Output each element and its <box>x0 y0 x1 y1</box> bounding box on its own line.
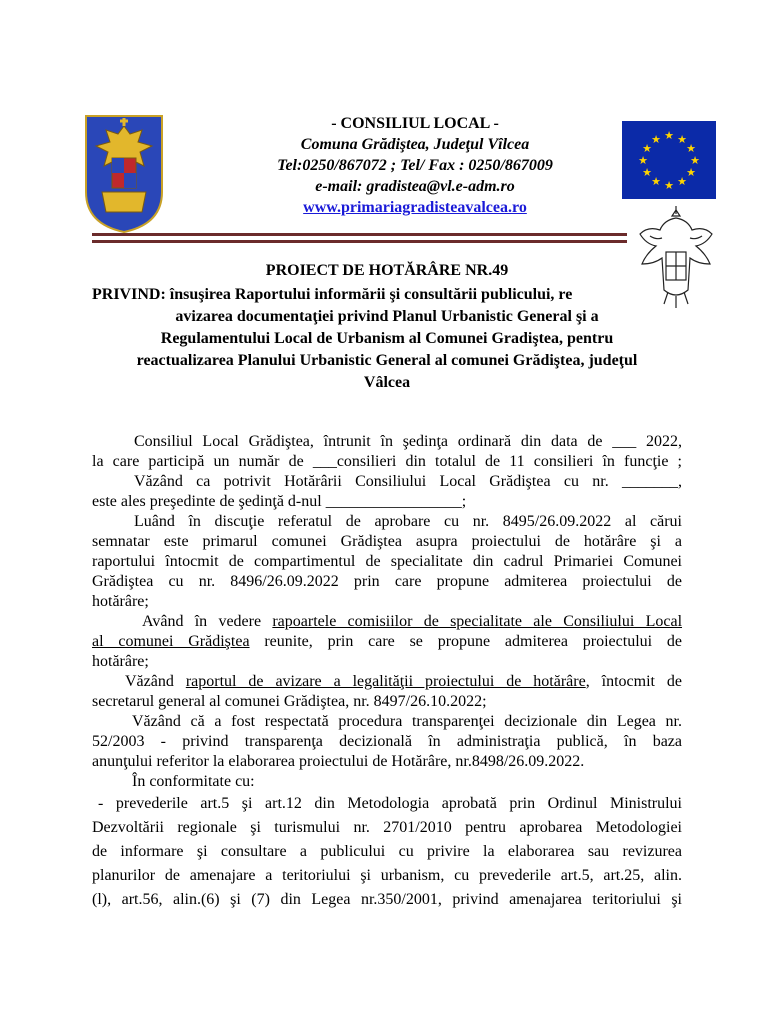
header-rule-bottom <box>92 240 627 243</box>
paragraph-president <box>92 472 682 512</box>
subject-line: reactualizarea Planului Urbanistic General al comunei Grădiştea, judeţul <box>136 352 638 369</box>
body-line: Văzând ca potrivit Hotărârii Consiliului Local Grădiştea cu nr. _______, <box>134 473 682 490</box>
paragraph-transparency <box>92 712 682 772</box>
body-line: 52/2003 - privind transparenţa decizională în administraţia publică, în baza <box>92 733 682 750</box>
subject-line: Regulamentului Local de Urbanism al Comunei Gradiştea, pentru <box>160 330 614 347</box>
contact-phone: Tel:0250/867072 ; Tel/ Fax : 0250/867009 <box>277 157 553 174</box>
body-line <box>92 632 682 652</box>
body-line: planurilor de amenajare a teritoriului şi urbanism, cu prevederile art.5, art.25, alin. <box>92 867 682 884</box>
svg-text:★: ★ <box>686 142 696 155</box>
subject-line: PRIVIND: însuşirea Raportului informării şi consultării publicului, re <box>92 286 573 303</box>
body-line <box>92 672 682 692</box>
commissions-reports-link: al comunei Grădiştea <box>92 633 250 650</box>
body-line: semnatar este primarul comunei Grădiştea asupra proiectului de hotărâre şi a <box>92 533 682 550</box>
header-rule-top <box>92 233 627 236</box>
body-line: În conformitate cu: <box>132 773 255 790</box>
document-title: PROIECT DE HOTĂRÂRE NR.49 <box>265 262 509 279</box>
body-line: anunţului referitor la elaborarea proiectului de Hotărâre, nr.8498/26.09.2022. <box>92 753 585 770</box>
svg-text:★: ★ <box>638 154 648 167</box>
commune-name: Comuna Grădiştea, Judeţul Vîlcea <box>300 136 530 153</box>
svg-text:★: ★ <box>677 175 687 188</box>
body-line: raportului întocmit de compartimentul de specialitate din cadrul Primariei Comunei <box>92 553 682 570</box>
contact-email: e-mail: gradistea@vl.e-adm.ro <box>315 178 515 195</box>
county-coat-of-arms-icon <box>82 112 166 234</box>
paragraph-commissions <box>92 612 682 672</box>
document-subject <box>92 284 682 394</box>
subject-line: Vâlcea <box>363 374 411 391</box>
paragraph-legality <box>92 672 682 712</box>
body-line: hotărâre; <box>92 653 149 670</box>
body-line: Dezvoltării regionale şi turismului nr. 2701/2010 pentru aprobarea Metodologiei <box>92 819 682 836</box>
body-line: este ales preşedinte de şedinţă d-nul _________________; <box>92 493 467 510</box>
council-name: - CONSILIUL LOCAL - <box>331 115 499 132</box>
body-text: Având în vedere <box>142 613 273 630</box>
body-line: la care participă un număr de ___consilieri din totalul de 11 consilieri în funcţie ; <box>92 453 682 470</box>
commissions-reports-link: rapoartele comisiilor de specialitate ale Consiliului Local <box>272 613 683 630</box>
body-text: Văzând <box>125 673 186 690</box>
svg-text:★: ★ <box>651 133 661 146</box>
body-line: Văzând că a fost respectată procedura transparenţei decizionale din Legea nr. <box>132 713 682 730</box>
body-text: reunite, prin care se propune admiterea proiectului de <box>249 633 682 650</box>
document-body <box>92 432 682 912</box>
svg-text:★: ★ <box>642 142 652 155</box>
svg-text:★: ★ <box>690 154 700 167</box>
paragraph-session <box>92 432 682 472</box>
subject-line: avizarea documentaţiei privind Planul Urbanistic General şi a <box>175 308 599 325</box>
body-line: - prevederile art.5 şi art.12 din Metodologia aprobată prin Ordinul Ministrului <box>98 795 682 812</box>
body-line: Consiliul Local Grădiştea, întrunit în şedinţa ordinară din data de ___ 2022, <box>134 433 682 450</box>
letterhead <box>230 113 600 218</box>
paragraph-referat <box>92 512 682 612</box>
body-line: de informare şi consultare a publicului cu privire la elaborarea sau revizurea <box>92 843 682 860</box>
body-line <box>92 612 682 632</box>
eu-flag-icon <box>622 121 716 199</box>
svg-text:★: ★ <box>651 175 661 188</box>
body-line: Luând în discuţie referatul de aprobare cu nr. 8495/26.09.2022 al cărui <box>134 513 682 530</box>
body-text: , întocmit de <box>585 673 683 690</box>
svg-text:★: ★ <box>686 166 696 179</box>
legality-report-link: raportul de avizare a legalităţii proiectului de hotărâre <box>185 673 586 690</box>
svg-text:★: ★ <box>642 166 652 179</box>
svg-text:★: ★ <box>677 133 687 146</box>
paragraph-provisions <box>92 792 682 912</box>
body-line: secretarul general al comunei Grădiştea, nr. 8497/26.10.2022; <box>92 693 487 710</box>
body-line: hotărâre; <box>92 593 149 610</box>
body-line: Grădiştea cu nr. 8496/26.09.2022 prin care propune admiterea proiectului de <box>92 573 682 590</box>
svg-text:★: ★ <box>664 129 674 142</box>
body-line: (l), art.56, alin.(6) şi (7) din Legea nr.350/2001, privind amenajarea teritoriului şi <box>92 891 682 908</box>
paragraph-conformity <box>92 772 682 792</box>
svg-text:★: ★ <box>664 179 674 192</box>
website-link[interactable]: www.primariagradisteavalcea.ro <box>303 199 527 216</box>
